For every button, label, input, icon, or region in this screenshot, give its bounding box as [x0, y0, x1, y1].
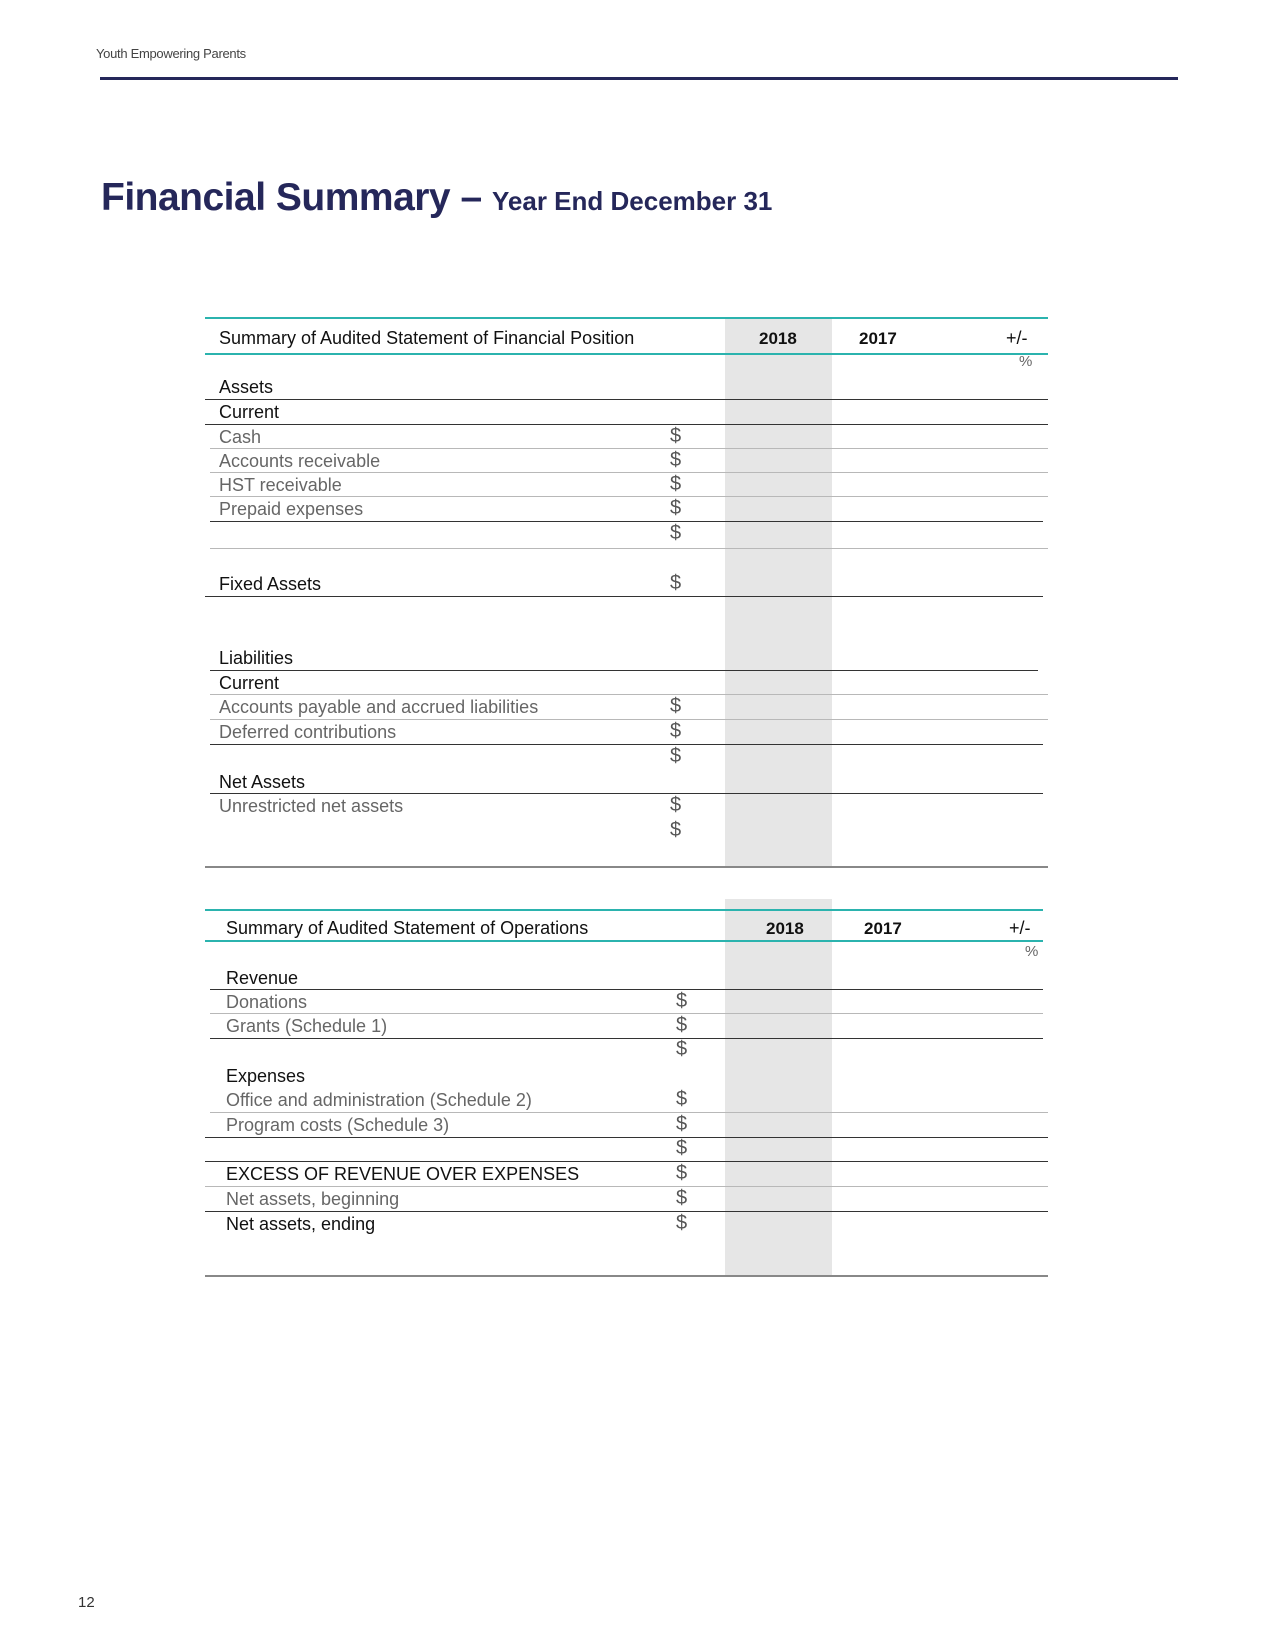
subsection-heading-current: Current — [219, 673, 280, 693]
organization-name: Youth Empowering Parents — [96, 46, 246, 61]
dollar-sign: $ — [670, 794, 682, 816]
row-rule — [210, 989, 1043, 990]
column-header-change-unit: % — [1019, 353, 1033, 370]
row-rule — [205, 399, 1048, 400]
dollar-sign: $ — [676, 1162, 688, 1184]
row-rule — [210, 1112, 1048, 1113]
table-bottom-rule — [205, 1275, 1048, 1277]
header-bottom-rule — [205, 940, 1043, 942]
row-rule — [210, 793, 1043, 794]
row-rule — [210, 472, 1048, 473]
section-heading-liabilities: Liabilities — [219, 648, 294, 668]
dollar-sign: $ — [670, 572, 682, 594]
column-header-2018: 2018 — [759, 329, 797, 348]
row-label: Net assets, ending — [226, 1214, 376, 1234]
row-label: Program costs (Schedule 3) — [226, 1115, 450, 1135]
dollar-sign: $ — [676, 990, 688, 1012]
section-heading-expenses: Expenses — [226, 1066, 306, 1086]
column-2018-shading — [725, 899, 832, 1276]
table-bottom-rule — [205, 866, 1048, 868]
table-top-rule — [205, 909, 1043, 911]
section-heading-assets: Assets — [219, 377, 274, 397]
subsection-heading-current: Current — [219, 402, 280, 422]
column-header-change: +/- — [1006, 328, 1028, 348]
column-header-2018: 2018 — [766, 919, 804, 938]
table-heading: Summary of Audited Statement of Operations — [226, 918, 589, 938]
row-rule — [205, 1137, 1048, 1138]
row-label: Cash — [219, 427, 262, 447]
row-rule — [210, 719, 1048, 720]
row-rule — [210, 548, 1048, 549]
row-rule — [210, 496, 1048, 497]
section-heading-revenue: Revenue — [226, 968, 299, 988]
dollar-sign: $ — [670, 497, 682, 519]
row-label: EXCESS OF REVENUE OVER EXPENSES — [226, 1164, 580, 1184]
dollar-sign: $ — [676, 1014, 688, 1036]
page-number: 12 — [78, 1594, 95, 1611]
dollar-sign: $ — [676, 1187, 688, 1209]
row-rule — [205, 424, 1048, 425]
dollar-sign: $ — [670, 819, 682, 841]
row-rule — [210, 744, 1043, 745]
row-label: Unrestricted net assets — [219, 796, 404, 816]
page-title — [101, 176, 772, 220]
dollar-sign: $ — [676, 1113, 688, 1135]
row-label: Accounts payable and accrued liabilities — [219, 697, 539, 717]
row-label: Grants (Schedule 1) — [226, 1016, 388, 1036]
row-label: Fixed Assets — [219, 574, 322, 594]
column-2018-shading — [725, 318, 832, 868]
dollar-sign: $ — [676, 1212, 688, 1234]
row-label: Deferred contributions — [219, 722, 397, 742]
row-rule — [210, 694, 1048, 695]
dollar-sign: $ — [676, 1038, 688, 1060]
row-rule — [210, 1038, 1043, 1039]
row-rule — [205, 1161, 1048, 1162]
row-label: HST receivable — [219, 475, 342, 495]
row-label: Accounts receivable — [219, 451, 381, 471]
header-bottom-rule — [205, 353, 1048, 355]
row-rule — [205, 1186, 1048, 1187]
row-rule — [210, 448, 1048, 449]
section-heading-net-assets: Net Assets — [219, 772, 306, 792]
row-label: Net assets, beginning — [226, 1189, 400, 1209]
title-subtitle: Year End December 31 — [492, 186, 773, 216]
row-rule — [205, 596, 1043, 597]
header-rule — [100, 77, 1178, 80]
dollar-sign: $ — [670, 425, 682, 447]
row-rule — [205, 1211, 1048, 1212]
row-label: Prepaid expenses — [219, 499, 364, 519]
column-header-change-unit: % — [1025, 943, 1039, 960]
dollar-sign: $ — [670, 449, 682, 471]
row-rule — [210, 1013, 1043, 1014]
column-header-2017: 2017 — [864, 919, 902, 938]
dollar-sign: $ — [670, 720, 682, 742]
dollar-sign: $ — [670, 473, 682, 495]
column-header-2017: 2017 — [859, 329, 897, 348]
dollar-sign: $ — [670, 695, 682, 717]
dollar-sign: $ — [670, 522, 682, 544]
row-rule — [210, 670, 1038, 671]
dollar-sign: $ — [676, 1088, 688, 1110]
dollar-sign: $ — [670, 745, 682, 767]
dollar-sign: $ — [676, 1137, 688, 1159]
row-label: Office and administration (Schedule 2) — [226, 1090, 532, 1110]
row-label: Donations — [226, 992, 308, 1012]
column-header-change: +/- — [1009, 918, 1031, 938]
title-main: Financial Summary – — [101, 176, 492, 219]
row-rule — [210, 521, 1043, 522]
table-heading: Summary of Audited Statement of Financial Position — [219, 328, 635, 348]
table-top-rule — [205, 317, 1048, 319]
